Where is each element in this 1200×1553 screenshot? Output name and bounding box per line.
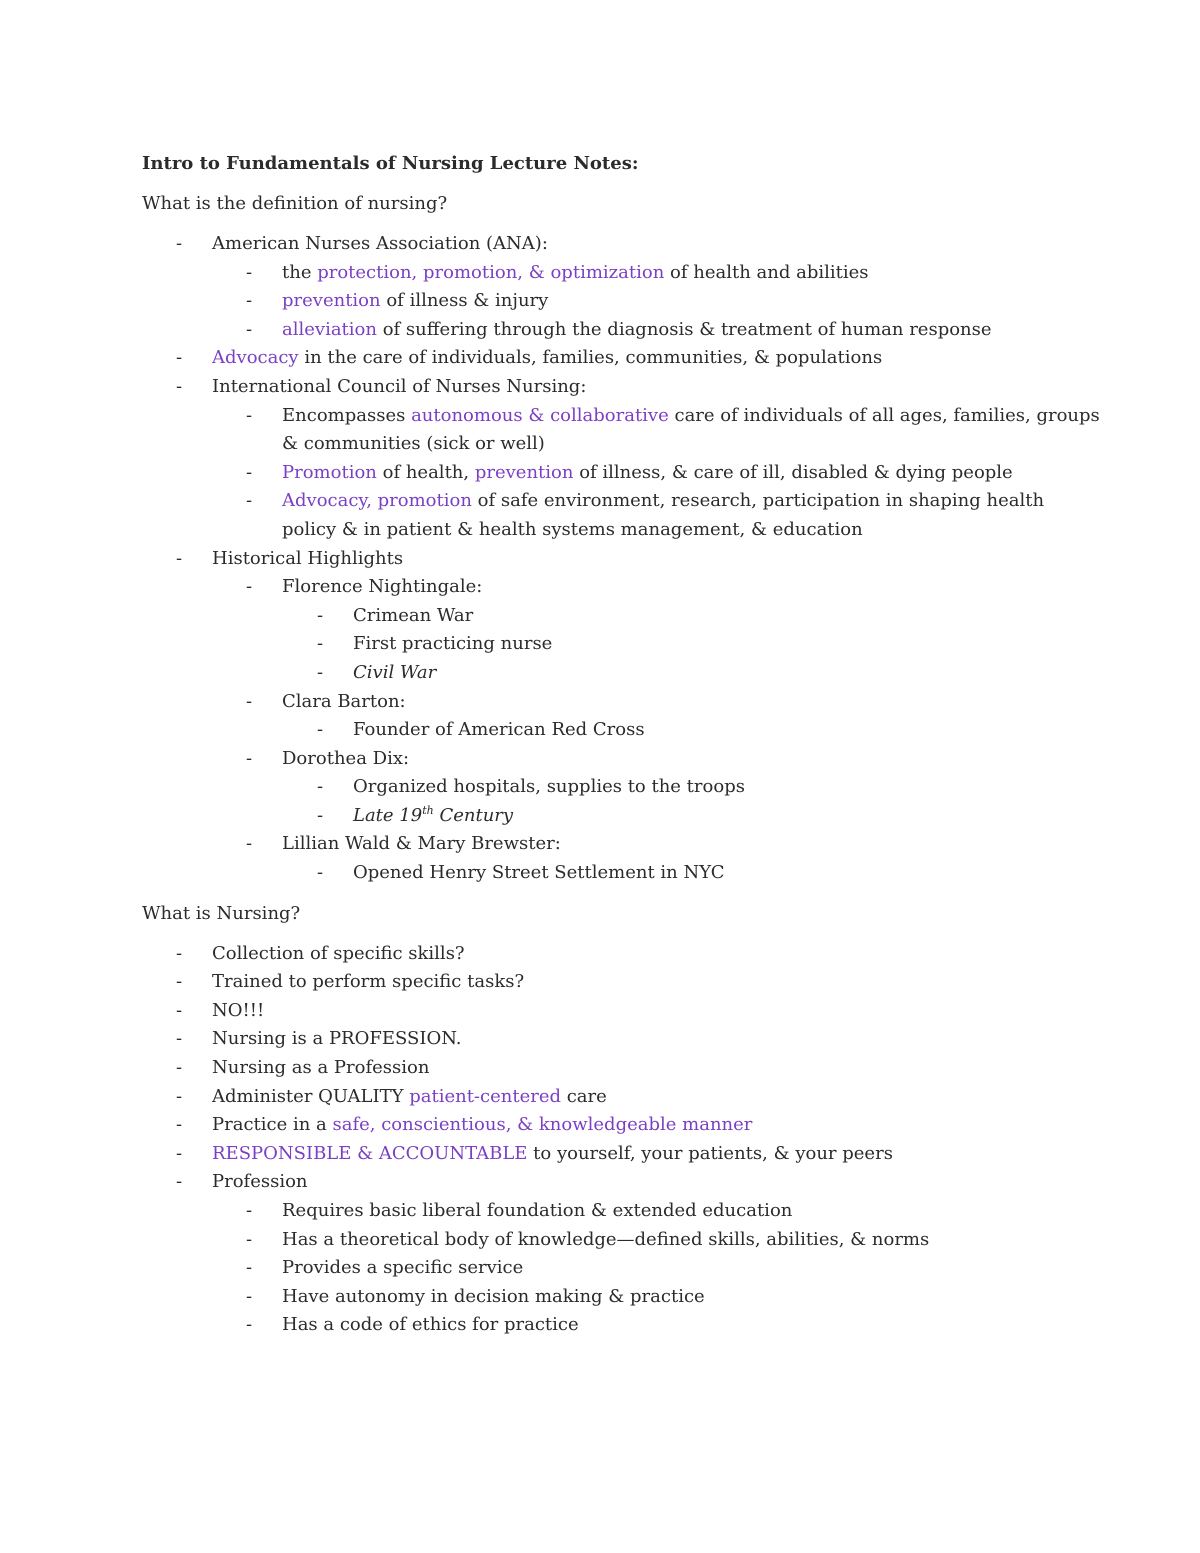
- section-question: What is Nursing?: [142, 902, 301, 924]
- bullet-dash: -: [246, 1285, 253, 1307]
- text-segment: Dorothea Dix:: [282, 747, 410, 769]
- bullet-dash: -: [176, 971, 183, 993]
- list-item: [142, 630, 1102, 659]
- list-item: [142, 459, 1102, 488]
- highlighted-text: patient-centered: [409, 1085, 561, 1107]
- section-question: What is the definition of nursing?: [142, 193, 448, 214]
- text-segment: Clara Barton:: [282, 690, 406, 712]
- bullet-dash: -: [176, 347, 183, 369]
- highlighted-text: Advocacy, promotion: [282, 490, 472, 512]
- bullet-dash: -: [246, 1228, 253, 1250]
- text-segment: care: [561, 1085, 607, 1107]
- bullet-dash: -: [176, 1171, 183, 1193]
- list-item: [142, 259, 1102, 288]
- highlighted-text: RESPONSIBLE & ACCOUNTABLE: [212, 1142, 528, 1164]
- text-segment: of safe environment, research, participation in shaping health policy & in patient & health systems management, & education: [282, 490, 1045, 540]
- bullet-dash: -: [246, 461, 253, 483]
- list-item: [142, 1083, 1102, 1112]
- bullet-dash: -: [246, 490, 253, 512]
- bullet-dash: -: [317, 604, 324, 626]
- text-segment: Historical Highlights: [212, 547, 404, 569]
- bullet-dash: -: [317, 661, 324, 683]
- list-item: [142, 287, 1102, 316]
- text-segment: Has a code of ethics for practice: [282, 1314, 579, 1336]
- bullet-dash: -: [246, 404, 253, 426]
- text-segment: Collection of specific skills?: [212, 942, 465, 964]
- list-item: [142, 230, 1102, 259]
- bullet-dash: -: [317, 776, 324, 798]
- text-segment: Founder of American Red Cross: [353, 719, 645, 741]
- text-segment: of health and abilities: [664, 261, 869, 283]
- list-item: [142, 940, 1102, 969]
- text-segment: International Council of Nurses Nursing:: [212, 375, 587, 397]
- bullet-dash: -: [176, 1057, 183, 1079]
- text-segment: Profession: [212, 1171, 308, 1193]
- bullet-dash: -: [246, 261, 253, 283]
- text-segment: Have autonomy in decision making & practice: [282, 1285, 705, 1307]
- text-segment: Late 19: [353, 804, 423, 826]
- bullet-dash: -: [246, 576, 253, 598]
- text-segment: Organized hospitals, supplies to the troops: [353, 776, 745, 798]
- list-item: [142, 968, 1102, 997]
- text-segment: Has a theoretical body of knowledge—defined skills, abilities, & norms: [282, 1228, 930, 1250]
- text-segment: Nursing as a Profession: [212, 1057, 430, 1079]
- text-segment: Practice in a: [212, 1114, 333, 1136]
- list-item: [142, 1111, 1102, 1140]
- list-item: [142, 1140, 1102, 1169]
- bullet-dash: -: [176, 1028, 183, 1050]
- highlighted-text: Advocacy: [212, 347, 299, 369]
- bullet-dash: -: [246, 290, 253, 312]
- text-segment: Requires basic liberal foundation & extended education: [282, 1200, 793, 1221]
- text-segment: in the care of individuals, families, communities, & populations: [298, 347, 883, 369]
- list-item: [142, 1283, 1102, 1312]
- bullet-dash: -: [246, 1257, 253, 1279]
- bullet-dash: -: [246, 833, 253, 855]
- bullet-list: [142, 940, 1102, 1340]
- bullet-dash: -: [246, 318, 253, 340]
- bullet-dash: -: [317, 804, 324, 826]
- text-segment: of illness, & care of ill, disabled & dying people: [573, 461, 1013, 483]
- highlighted-text: autonomous & collaborative: [411, 404, 669, 426]
- list-item: [142, 773, 1102, 802]
- text-segment: Encompasses: [282, 404, 412, 426]
- bullet-dash: -: [176, 375, 183, 397]
- list-item: [142, 1025, 1102, 1054]
- text-segment: th: [422, 803, 434, 817]
- bullet-dash: -: [176, 1114, 183, 1136]
- text-segment: Provides a specific service: [282, 1257, 524, 1279]
- text-segment: Lillian Wald & Mary Brewster:: [282, 833, 561, 855]
- list-item: [142, 1226, 1102, 1255]
- bullet-dash: -: [317, 719, 324, 741]
- bullet-dash: -: [317, 633, 324, 655]
- text-segment: First practicing nurse: [353, 633, 553, 655]
- list-item: [142, 545, 1102, 574]
- list-item: [142, 373, 1102, 402]
- text-segment: the: [282, 261, 318, 283]
- list-item: [142, 830, 1102, 859]
- highlighted-text: alleviation: [282, 318, 377, 340]
- bullet-dash: -: [246, 1200, 253, 1221]
- bullet-list: [142, 230, 1102, 888]
- text-segment: of suffering through the diagnosis & treatment of human response: [376, 318, 992, 340]
- list-item: [142, 316, 1102, 345]
- highlighted-text: safe, conscientious, & knowledgeable manner: [332, 1114, 753, 1136]
- list-item: [142, 1254, 1102, 1283]
- text-segment: Administer QUALITY: [212, 1085, 410, 1107]
- text-segment: Nursing is a PROFESSION.: [212, 1028, 462, 1050]
- text-segment: of health,: [376, 461, 475, 483]
- text-segment: to yourself, your patients, & your peers: [527, 1142, 893, 1164]
- text-segment: Opened Henry Street Settlement in NYC: [353, 862, 725, 884]
- list-item: [142, 344, 1102, 373]
- bullet-dash: -: [176, 1142, 183, 1164]
- bullet-dash: -: [176, 547, 183, 569]
- text-segment: Century: [433, 804, 514, 826]
- text-segment: Florence Nightingale:: [282, 576, 483, 598]
- list-item: [142, 745, 1102, 774]
- text-segment: care of individuals of all ages, families, groups & communities (sick or well): [282, 404, 1100, 455]
- highlighted-text: prevention: [282, 290, 381, 312]
- bullet-dash: -: [176, 233, 183, 254]
- list-item: [142, 487, 1102, 544]
- highlighted-text: protection, promotion, & optimization: [317, 261, 665, 283]
- document-body: [142, 150, 1102, 1340]
- list-item: [142, 573, 1102, 602]
- bullet-dash: -: [246, 1314, 253, 1336]
- document-title: Intro to Fundamentals of Nursing Lecture Notes:: [142, 153, 639, 174]
- bullet-dash: -: [176, 1085, 183, 1107]
- bullet-dash: -: [246, 747, 253, 769]
- bullet-dash: -: [176, 942, 183, 964]
- list-item: [142, 402, 1102, 459]
- list-item: [142, 1054, 1102, 1083]
- list-item: [142, 716, 1102, 745]
- text-segment: Trained to perform specific tasks?: [212, 971, 525, 993]
- list-item: [142, 1311, 1102, 1340]
- list-item: [142, 688, 1102, 717]
- text-segment: NO!!!: [212, 999, 265, 1021]
- list-item: [142, 1168, 1102, 1197]
- bullet-dash: -: [317, 862, 324, 884]
- list-item: [142, 659, 1102, 688]
- list-item: [142, 997, 1102, 1026]
- list-item: [142, 1197, 1102, 1226]
- text-segment: of illness & injury: [380, 290, 549, 312]
- bullet-dash: -: [176, 999, 183, 1021]
- highlighted-text: prevention: [474, 461, 574, 483]
- highlighted-text: Promotion: [282, 461, 377, 483]
- text-segment: Crimean War: [353, 604, 474, 626]
- bullet-dash: -: [246, 690, 253, 712]
- text-segment: Civil War: [353, 661, 437, 683]
- list-item: [142, 802, 1102, 831]
- list-item: [142, 602, 1102, 631]
- text-segment: American Nurses Association (ANA):: [212, 233, 548, 254]
- list-item: [142, 859, 1102, 888]
